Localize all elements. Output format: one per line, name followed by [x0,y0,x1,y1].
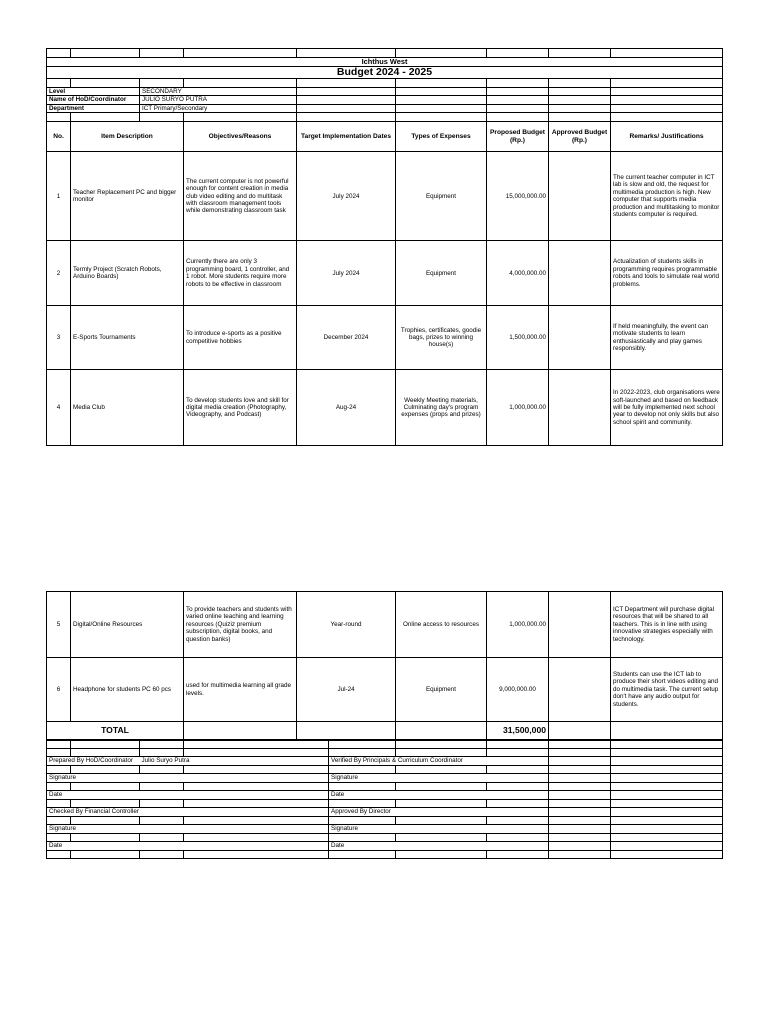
row-proposed: 1,500,000.00 [487,306,549,370]
department-label: Department [47,104,140,112]
row-no: 6 [47,658,71,722]
page-title: Budget 2024 - 2025 [47,67,723,79]
total-label: TOTAL [47,722,184,740]
row-approved [549,370,611,446]
row-objectives: To develop students love and skill for digital media creation (Photography, Videography, and Podcast) [184,370,297,446]
row-remarks: Students can use the ICT lab to produce their short videos editing and do multimedia task. The current setup don't have any audio output for students. [611,658,723,722]
row-item: Termly Project (Scratch Robots, Arduino Boards) [71,241,184,306]
verified-date-label: Date [329,791,549,800]
level-label: Level [47,88,140,96]
row-target: Jul-24 [297,658,396,722]
row-approved [549,592,611,658]
table-row [47,241,723,306]
table-row [47,370,723,446]
row-item: Media Club [71,370,184,446]
grid-row [47,79,723,88]
grid-row [47,741,723,749]
row-target: July 2024 [297,152,396,241]
signoff-table [46,740,723,859]
row-no: 1 [47,152,71,241]
table-row [47,592,723,658]
row-no: 2 [47,241,71,306]
level-value: SECONDARY [140,88,297,96]
prepared-by-name: Julio Suryo Putra [140,757,329,766]
verified-by-label: Verified By Principals & Curriculum Coordinator [329,757,549,766]
row-target: December 2024 [297,306,396,370]
col-header-objectives: Objectives/Reasons [184,122,297,152]
row-item: Teacher Replacement PC and bigger monitor [71,152,184,241]
col-header-approved: Approved Budget (Rp.) [549,122,611,152]
row-remarks: The current teacher computer in ICT lab is slow and old, the request for multimedia production is high. New computer that supports media production and multitasking to monitor students computer is required. [611,152,723,241]
row-remarks: In 2022-2023, club organisations were soft-launched and based on feedback will be fully implemented next school year to develop not only skills but also school spirit and community. [611,370,723,446]
prepared-date-label: Date [47,791,329,800]
col-header-item: Item Description [71,122,184,152]
row-proposed: 4,000,000.00 [487,241,549,306]
row-approved [549,152,611,241]
school-name: Ichthus West [47,58,723,67]
grid-row [47,817,723,825]
grid-row [47,834,723,842]
row-types: Weekly Meeting materials, Culminating day's program expenses (props and prizes) [396,370,487,446]
total-row [47,722,723,740]
row-approved [549,658,611,722]
row-item: E-Sports Tournaments [71,306,184,370]
row-approved [549,241,611,306]
grid-row [47,851,723,859]
row-objectives: The current computer is not powerful enough for content creation in media club video editing and do multitask with classroom management tools while demonstrating classroom task [184,152,297,241]
row-no: 3 [47,306,71,370]
hod-label: Name of HoD/Coordinator [47,96,140,104]
row-proposed: 1,000,000.00 [487,592,549,658]
prepared-signature-label: Signature [47,774,329,783]
row-types: Equipment [396,241,487,306]
grid-row [47,800,723,808]
row-objectives: To introduce e-sports as a positive competitive hobbies [184,306,297,370]
row-target: Aug-24 [297,370,396,446]
row-remarks: ICT Department will purchase digital resources that will be shared to all teachers. This is in line with using innovative strategies especially with technology. [611,592,723,658]
row-approved [549,306,611,370]
col-header-types: Types of Expenses [396,122,487,152]
grid-row [47,49,723,58]
hod-value: JULIO SURYO PUTRA [140,96,297,104]
row-remarks: Actualization of students skills in programming requires programmable robots and tools to simulate real world problems. [611,241,723,306]
col-header-no: No. [47,122,71,152]
row-objectives: used for multimedia learning all grade levels. [184,658,297,722]
table-row [47,658,723,722]
grid-row [47,749,723,757]
col-header-target: Target Implementation Dates [297,122,396,152]
row-types: Equipment [396,658,487,722]
verified-signature-label: Signature [329,774,549,783]
approved-signature-label: Signature [329,825,549,834]
row-proposed: 9,000,000.00 [487,658,549,722]
row-types: Online access to resources [396,592,487,658]
row-remarks: If held meaningfully, the event can motivate students to learn enthusiastically and play games responsibly. [611,306,723,370]
row-types: Equipment [396,152,487,241]
prepared-by-label: Prepared By HoD/Coordinator [47,757,140,766]
grid-row [47,783,723,791]
table-row [47,306,723,370]
row-types: Trophies, certificates, goodie bags, prizes to winning house(s) [396,306,487,370]
row-proposed: 1,000,000.00 [487,370,549,446]
row-proposed: 15,000,000.00 [487,152,549,241]
total-value: 31,500,000 [487,722,549,740]
department-value: ICT Primary/Secondary [140,104,297,112]
checked-signature-label: Signature [47,825,329,834]
checked-by-label: Checked By Financial Controller [47,808,329,817]
row-target: Year-round [297,592,396,658]
approved-date-label: Date [329,842,549,851]
budget-sheet-page1 [46,48,723,446]
row-objectives: Currently there are only 3 programming board, 1 controller, and 1 robot. More students require more robots to be effective in classroom [184,241,297,306]
row-no: 5 [47,592,71,658]
checked-date-label: Date [47,842,329,851]
row-item: Headphone for students PC 60 pcs [71,658,184,722]
col-header-proposed: Proposed Budget (Rp.) [487,122,549,152]
row-target: July 2024 [297,241,396,306]
budget-sheet-page2 [46,591,723,740]
grid-row [47,113,723,122]
grid-row [47,766,723,774]
row-objectives: To provide teachers and students with varied online teaching and learning resources (Quiziz premium subscription, digital books, and question banks) [184,592,297,658]
row-no: 4 [47,370,71,446]
column-header-row [47,122,723,152]
table-row [47,152,723,241]
col-header-remarks: Remarks/ Justifications [611,122,723,152]
approved-by-label: Approved By Director [329,808,549,817]
row-item: Digital/Online Resources [71,592,184,658]
